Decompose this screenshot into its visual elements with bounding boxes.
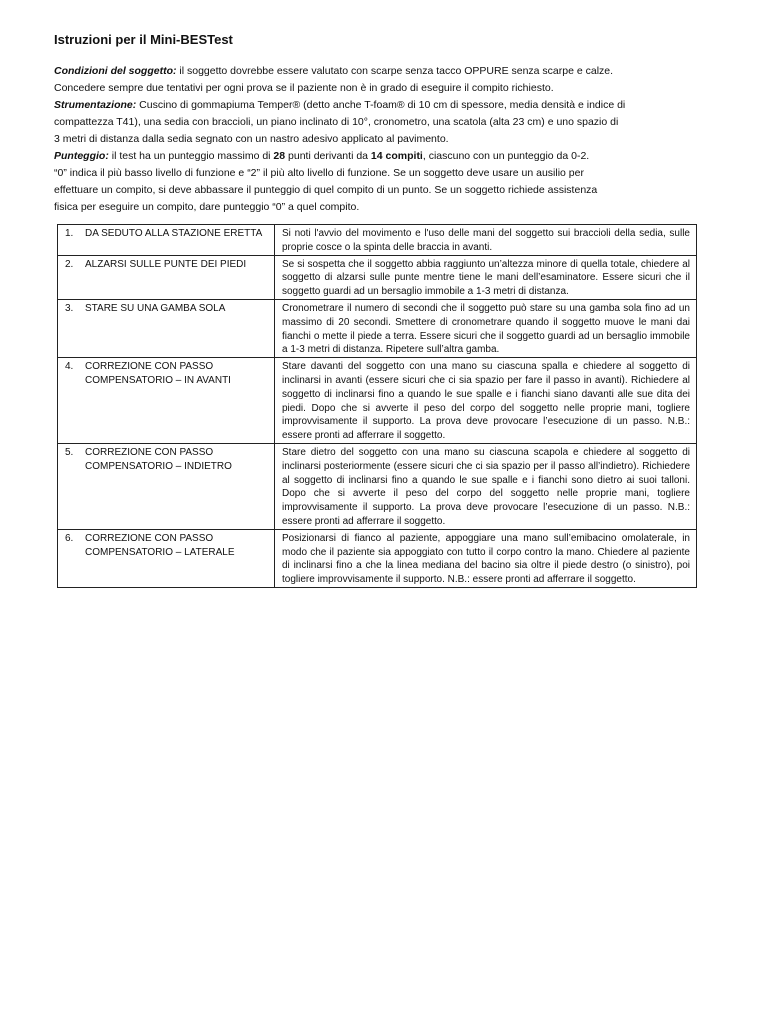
scoring-text-a: il test ha un punteggio massimo di (108, 150, 274, 162)
scoring-text-c: , ciascuno con un punteggio da 0-2. (422, 150, 590, 162)
table-row (58, 358, 697, 444)
scale-line-3: fisica per eseguire un compito, dare punteggio “0” a quel compito. (54, 201, 360, 213)
item-number: 2. (65, 258, 74, 270)
item-name: DA SEDUTO ALLA STAZIONE ERETTA (85, 228, 263, 239)
item-number: 6. (65, 532, 74, 544)
item-name-cell (58, 299, 275, 357)
item-name-cell (58, 529, 275, 587)
scale-line-1: “0” indica il più basso livello di funzione e “2” il più alto livello di funzione. Se un soggetto deve usare un ausilio per (54, 167, 584, 179)
scale-line-2: effettuare un compito, si deve abbassare il punteggio di quel compito di un punto. Se un soggetto richiede assistenza (54, 184, 598, 196)
conditions-line (54, 63, 694, 80)
scoring-label: Punteggio: (54, 150, 109, 162)
table-row (58, 443, 697, 529)
table-row (58, 225, 697, 256)
conditions-text: il soggetto dovrebbe essere valutato con scarpe senza tacco OPPURE senza scarpe e calze. (176, 65, 614, 77)
item-number: 5. (65, 446, 74, 458)
item-name: CORREZIONE CON PASSO COMPENSATORIO – LATERALE (85, 532, 235, 558)
item-name: STARE SU UNA GAMBA SOLA (85, 302, 226, 314)
equipment-line-2: compattezza T41), una sedia con braccioli, un piano inclinato di 10°, cronometro, una scatola (alta 23 cm) e uno spazio di (54, 116, 619, 128)
scoring-max: 28 (273, 150, 286, 162)
attempts-line: Concedere sempre due tentativi per ogni prova se il paziente non è in grado di eseguire il compito richiesto. (54, 82, 554, 94)
item-name-cell (58, 358, 275, 444)
equipment-text-1: Cuscino di gommapiuma Temper® (detto anche T-foam® di 10 cm di spessore, media densità e indice di (136, 99, 626, 111)
equipment-line-3: 3 metri di distanza dalla sedia segnato con un nastro adesivo applicato al pavimento. (54, 133, 449, 145)
item-name: ALZARSI SULLE PUNTE DEI PIEDI (85, 258, 247, 270)
item-number: 1. (65, 228, 74, 239)
scoring-line (54, 148, 694, 165)
item-description: Si noti l'avvio del movimento e l'uso delle mani del soggetto sui braccioli della sedia, sulle proprie cosce o la spinta delle braccia in avanti. (275, 225, 697, 256)
table-row (58, 529, 697, 587)
table-row (58, 255, 697, 299)
scoring-text-b: punti derivanti da (285, 150, 371, 162)
intro-section (54, 63, 694, 216)
equipment-label: Strumentazione: (54, 99, 137, 111)
item-description: Stare dietro del soggetto con una mano su ciascuna scapola e chiedere al soggetto di inclinarsi posteriormente (essere sicuri che ci sia spazio per il passo all’indietro). Richiedere al soggetto di inclinarsi fino a quando le sue spalle e i fianchi sono dietro ai suoi talloni. Dopo che si avverte il peso del corpo del soggetto nelle proprie mani, togliere improvvisamente il supporto. La prova deve provocare l’esecuzione di un passo. N.B.: essere pronti ad afferrare il soggetto. (275, 443, 697, 529)
item-name-cell (58, 443, 275, 529)
instructions-table (57, 224, 697, 588)
item-description: Stare davanti del soggetto con una mano su ciascuna spalla e chiedere al soggetto di inclinarsi in avanti (essere sicuri che ci sia spazio per fare il passo in avanti). Richiedere al soggetto di inclinarsi fino a quando le sue spalle e i fianchi siano davanti alle sue dita dei piedi. Dopo che si avverte il peso del corpo del soggetto nelle proprie mani, togliere improvvisamente il supporto. La prova deve provocare l’esecuzione di un passo. N.B.: essere pronti ad afferrare il soggetto. (275, 358, 697, 444)
item-number: 3. (65, 302, 74, 314)
item-description: Se si sospetta che il soggetto abbia raggiunto un’altezza minore di quella totale, chiedere al soggetto di alzarsi sulle punte mentre tiene le mani dell’esaminatore. Essere sicuri che il soggetto guardi ad un bersaglio immobile a 1-3 metri di distanza. (275, 255, 697, 299)
item-name-cell (58, 255, 275, 299)
page-title: Istruzioni per il Mini-BESTest (54, 32, 233, 47)
conditions-label: Condizioni del soggetto: (54, 65, 177, 77)
item-name: CORREZIONE CON PASSO COMPENSATORIO – INDIETRO (85, 446, 232, 472)
item-description: Cronometrare il numero di secondi che il soggetto può stare su una gamba sola fino ad un massimo di 20 secondi. Smettere di cronometrare quando il soggetto muove le mani dai fianchi o mette il piede a terra. Essere sicuri che il soggetto guardi ad un bersaglio immobile a 1-3 metri di distanza. Ripetere sull’altra gamba. (275, 299, 697, 357)
item-name-cell (58, 225, 275, 256)
item-description: Posizionarsi di fianco al paziente, appoggiare una mano sull’emibacino omolaterale, in modo che il paziente sia appoggiato con tutto il corpo contro la mano. Chiedere al paziente di inclinarsi fino a che la linea mediana del bacino sia oltre il piede destro (o sinistro), poi togliere improvvisamente il supporto. N.B.: essere pronti ad afferrare il soggetto. (275, 529, 697, 587)
item-name: CORREZIONE CON PASSO COMPENSATORIO – IN AVANTI (85, 361, 231, 386)
table-row (58, 299, 697, 357)
scoring-task-count: 14 compiti (370, 150, 423, 162)
equipment-line-1 (54, 97, 694, 114)
item-number: 4. (65, 361, 74, 373)
